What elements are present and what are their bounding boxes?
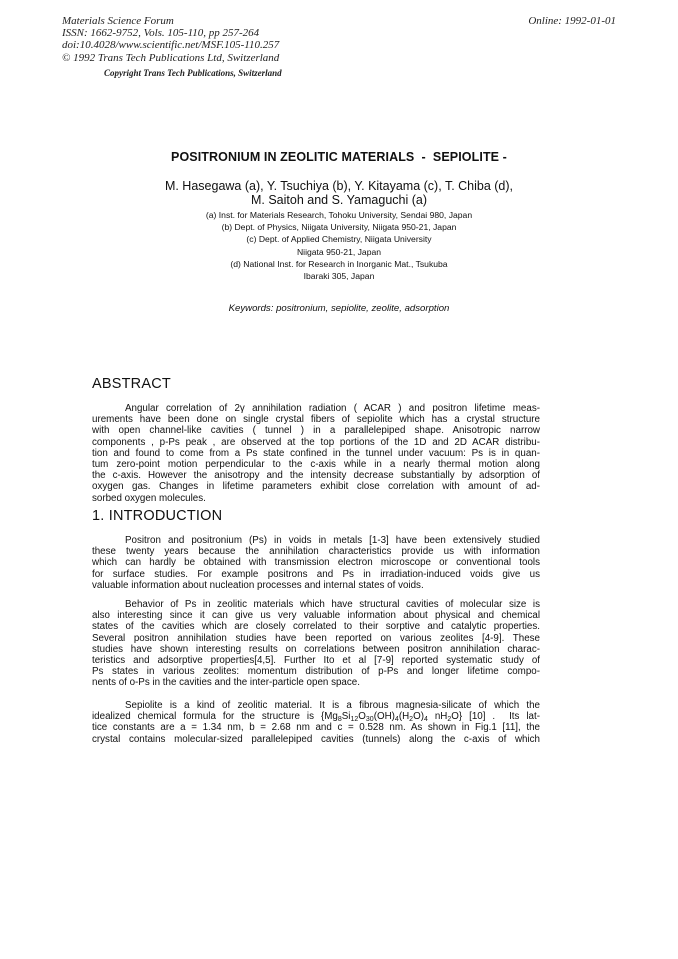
formula-subscript: 4	[394, 716, 399, 724]
formula-text: O)	[413, 711, 424, 723]
formula-subscript: 12	[350, 716, 359, 724]
formula-text: (H	[398, 711, 410, 723]
text-line: Sepiolite is a kind of zeolitic material. It is a fibrous magnesia-silicate of which the	[125, 700, 540, 711]
authors-line-1: M. Hasegawa (a), Y. Tsuchiya (b), Y. Kitayama (c), T. Chiba (d),	[164, 179, 514, 193]
text-line: urements have been done on single crystal fibers of sepiolite which has a crystal structure	[92, 414, 540, 426]
paper-title: POSITRONIUM IN ZEOLITIC MATERIALS - SEPIOLITE -	[171, 150, 507, 164]
intro-paragraph-1	[92, 535, 540, 591]
copyright-line: © 1992 Trans Tech Publications Ltd, Switzerland	[62, 51, 280, 64]
formula-line	[92, 711, 540, 722]
intro-paragraph-3	[92, 700, 540, 745]
formula-text: idealized chemical formula for the structure is {Mg	[92, 711, 338, 723]
formula-text: O} [10] . Its lat-	[451, 711, 540, 723]
text-line: these twenty years because the annihilation characteristics provide us with information	[92, 546, 540, 558]
formula-text: Si	[341, 711, 351, 723]
text-line: teristics and adsorptive properties[4,5]. Further Ito et al [7-9] reported systematic study of	[92, 655, 540, 667]
text-line: tum zero-point motion perpendicular to the c-axis while in a nearly thermal motion along	[92, 459, 540, 471]
affiliation-line: (c) Dept. of Applied Chemistry, Niigata University	[246, 234, 432, 245]
affiliation-line: (b) Dept. of Physics, Niigata University, Niigata 950-21, Japan	[221, 222, 457, 233]
journal-header	[62, 15, 279, 64]
text-line: tion and found to come from a Ps state confined in the tunnel under vacuum: Ps is in quan-	[92, 447, 540, 459]
text-line: studies have shown interesting results on correlations between positron annihilation charac-	[92, 643, 540, 655]
text-line: which can hardly be obtained with transmission electron microscope or conventional tools	[92, 557, 540, 569]
formula-subscript: 2	[409, 716, 414, 724]
keywords: Keywords: positronium, sepiolite, zeolite, adsorption	[228, 303, 450, 314]
formula-subscript: 30	[365, 716, 374, 724]
text-line: crystal contains molecular-sized parallelepiped cavities (tunnels) along the c-axis of which	[92, 733, 540, 745]
abstract-heading: ABSTRACT	[92, 376, 171, 392]
abstract-text	[92, 403, 540, 504]
affiliation-line: Ibaraki 305, Japan	[303, 271, 375, 282]
online-date: Online: 1992-01-01	[528, 15, 616, 27]
affiliation-line: Niigata 950-21, Japan	[296, 246, 382, 257]
text-line: the c-axis. However the anisotropy and the intensity decrease substantially by adsorption of	[92, 470, 540, 482]
formula-text: nH	[427, 711, 448, 723]
text-line: tice constants are a = 1.34 nm, b = 2.68 nm and c = 0.528 nm. As shown in Fig.1 [11], the	[92, 722, 540, 734]
doi-line: doi:10.4028/www.scientific.net/MSF.105-110.257	[62, 39, 280, 52]
text-line: Ps states in various zeolites: momentum distribution of p-Ps and longer lifetime compo-	[92, 666, 540, 678]
text-line: Behavior of Ps in zeolitic materials which have structural cavities of molecular size is	[125, 599, 540, 610]
affiliation-line: (d) National Inst. for Research in Inorganic Mat., Tsukuba	[230, 258, 448, 269]
formula-subscript: 4	[423, 716, 428, 724]
formula-subscript: 2	[447, 716, 452, 724]
formula-text: O	[358, 711, 366, 723]
author-list	[0, 179, 678, 207]
issn-line: ISSN: 1662-9752, Vols. 105-110, pp 257-264	[62, 27, 260, 40]
journal-name: Materials Science Forum	[62, 15, 174, 27]
affiliation-line: (a) Inst. for Materials Research, Tohoku University, Sendai 980, Japan	[205, 210, 473, 220]
text-line: sorbed oxygen molecules.	[92, 492, 206, 504]
text-line: valuable information about nucleation processes and internal states of voids.	[92, 579, 424, 591]
affiliations	[0, 209, 678, 282]
text-line: nents of o-Ps in the cavities and the inter-particle open space.	[92, 677, 360, 689]
text-line: Angular correlation of 2γ annihilation radiation ( ACAR ) and positron lifetime meas-	[125, 403, 540, 414]
publisher-copyright: Copyright Trans Tech Publications, Switzerland	[104, 68, 282, 78]
authors-line-2: M. Saitoh and S. Yamaguchi (a)	[250, 193, 428, 207]
intro-paragraph-2	[92, 599, 540, 689]
text-line: oxygen gas. Changes in lifetime parameters exhibit close correlation with amount of ad-	[92, 481, 540, 493]
text-line: Several positron annihilation studies have been reported on various zeolites [4-9]. These	[92, 632, 540, 644]
text-line: also interesting since it can give us very valuable information about physical and chemical	[92, 610, 540, 622]
text-line: states of the cavities which are closely correlated to their sorptive and catalytic properties.	[92, 621, 540, 633]
formula-subscript: 8	[337, 716, 342, 724]
text-line: components , p-Ps peak , are observed at the top portions of the 1D and 2D ACAR distribu-	[92, 436, 540, 448]
introduction-heading: 1. INTRODUCTION	[92, 508, 223, 524]
text-line: for surface studies. For example positrons and Ps in irradiation-induced voids give us	[92, 568, 540, 580]
text-line: Positron and positronium (Ps) in voids in metals [1-3] have been extensively studied	[125, 535, 540, 546]
formula-text: (OH)	[373, 711, 395, 723]
text-line: with open channel-like cavities ( tunnel ) in a parallelepiped shape. Anisotropic narrow	[92, 425, 540, 437]
